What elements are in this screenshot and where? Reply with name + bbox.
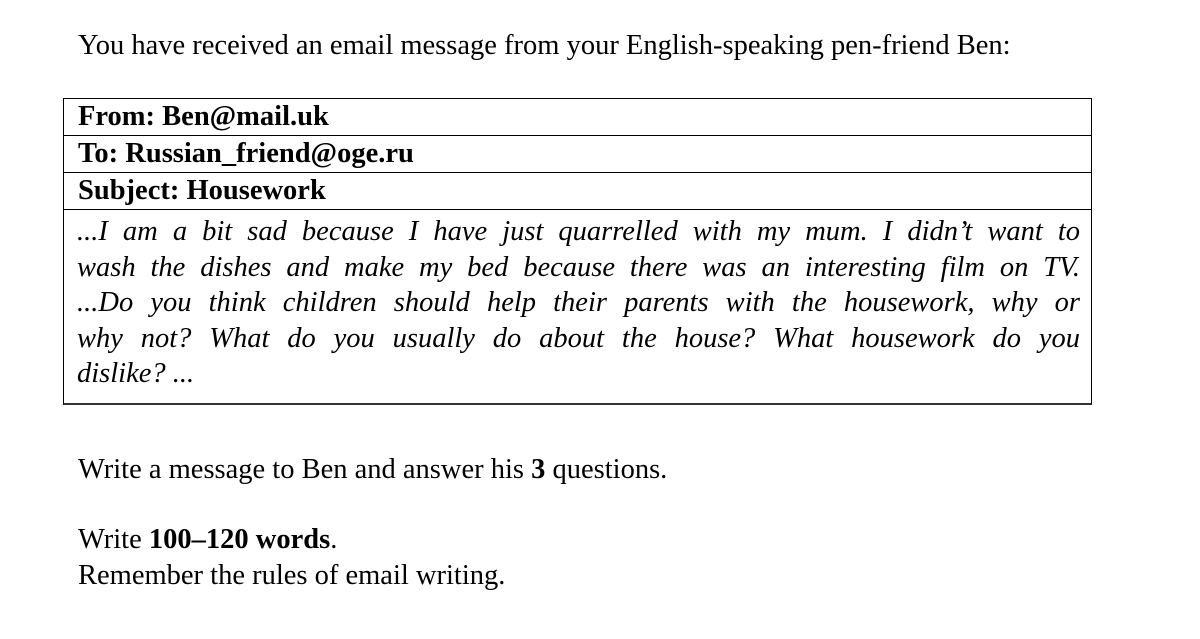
word-count-instruction — [78, 522, 505, 594]
task-suffix: questions. — [545, 454, 668, 485]
question-count: 3 — [531, 454, 546, 485]
subject-label: Subject: — [78, 175, 180, 206]
email-body-line: ...I am a bit sad because I have just quarrelled with my mum. I didn’t want to — [77, 216, 1080, 247]
from-value: Ben@mail.uk — [162, 101, 329, 132]
email-body-line: ...Do you think children should help their parents with the housework, why or — [77, 287, 1080, 318]
email-body — [64, 210, 1091, 403]
email-message-box — [63, 98, 1092, 405]
email-subject-row — [64, 173, 1091, 210]
to-label: To: — [78, 138, 119, 169]
intro-text: You have received an email message from your English-speaking pen-friend Ben: — [78, 30, 1011, 61]
task-prefix: Write a message to Ben and answer his — [78, 454, 532, 485]
email-body-line: wash the dishes and make my bed because there was an interesting film on TV. — [77, 251, 1080, 283]
words-prefix: Write — [78, 524, 149, 555]
email-body-line: why not? What do you usually do about the house? What housework do you — [77, 322, 1080, 354]
email-to-row — [64, 136, 1091, 173]
subject-value: Housework — [186, 175, 326, 206]
from-label: From: — [78, 101, 156, 132]
word-limit-line — [78, 522, 505, 558]
task-instruction — [78, 452, 667, 488]
to-value: Russian_friend@oge.ru — [125, 138, 414, 169]
word-limit: 100–120 words — [148, 524, 331, 555]
words-suffix: . — [330, 524, 338, 555]
email-rules-reminder: Remember the rules of email writing. — [78, 560, 506, 591]
email-body-line: dislike? ... — [77, 358, 195, 389]
email-from-row — [64, 99, 1091, 136]
